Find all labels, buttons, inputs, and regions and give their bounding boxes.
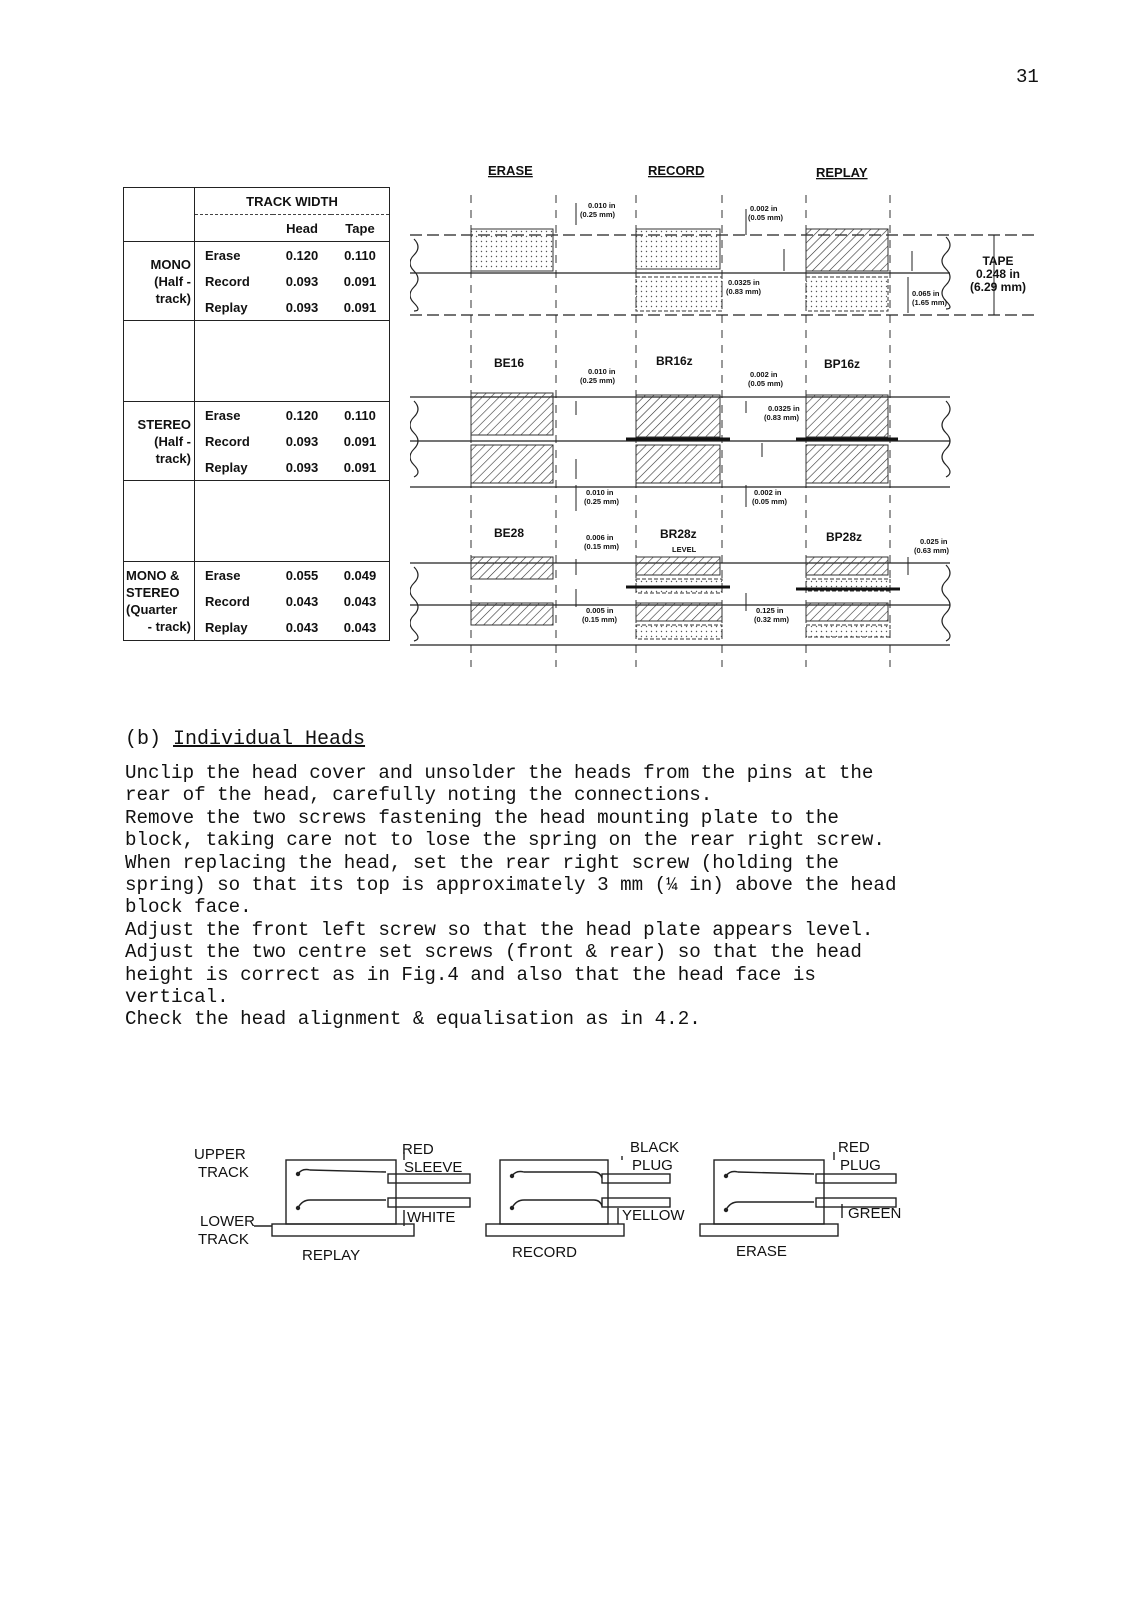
plug-label: PLUG xyxy=(632,1157,673,1174)
dim-165-mm: (1.65 mm) xyxy=(912,298,948,307)
dim-015-mm: (0.15 mm) xyxy=(584,542,620,551)
section-heading: (b) Individual Heads xyxy=(125,728,366,751)
text-line: height is correct as in Fig.4 and also that the head face is xyxy=(125,963,816,986)
record-label: RECORD xyxy=(512,1244,578,1261)
dim-005-mm: (0.05 mm) xyxy=(748,379,784,388)
group-label-mono: MONO (Half - track) xyxy=(124,242,195,321)
dim-025-mm: (0.25 mm) xyxy=(580,376,616,385)
text-line: Check the head alignment & equalisation as in 4.2. xyxy=(125,1008,701,1031)
dim-015-mm: (0.15 mm) xyxy=(582,615,618,624)
text-line: block face. xyxy=(125,896,252,919)
upper-track-label: TRACK xyxy=(198,1164,249,1181)
dim-025-mm: (0.25 mm) xyxy=(580,210,616,219)
plug2-label: PLUG xyxy=(840,1157,881,1174)
erase-label: ERASE xyxy=(736,1243,787,1260)
instructions-text xyxy=(125,762,1085,1031)
head-be28: BE28 xyxy=(494,526,525,540)
head-bp16z: BP16z xyxy=(824,357,861,371)
col-head-label: Head xyxy=(273,215,331,242)
col-tape-label: Tape xyxy=(331,215,390,242)
head-br28z: BR28z xyxy=(660,527,697,541)
section-title: Individual Heads xyxy=(173,728,366,751)
col-erase-label: ERASE xyxy=(488,163,533,178)
lower-label: LOWER xyxy=(200,1213,256,1230)
head-bp28z: BP28z xyxy=(826,530,863,544)
head-position-diagram xyxy=(410,155,1040,675)
head-br16z: BR16z xyxy=(656,354,693,368)
tape-width-in: 0.248 in xyxy=(975,267,1021,281)
dim-025-mm: (0.25 mm) xyxy=(584,497,620,506)
upper-label: UPPER xyxy=(194,1146,246,1163)
text-line: block, taking care not to lose the spring on the rear right screw. xyxy=(125,829,885,852)
text-line: Remove the two screws fastening the head mounting plate to the xyxy=(125,806,839,829)
yellow-label: YELLOW xyxy=(622,1207,685,1224)
dim-0025-in: 0.025 in xyxy=(920,537,948,546)
table-row: Replay 0.043 0.043 xyxy=(124,614,390,641)
dim-0006-in: 0.006 in xyxy=(586,533,614,542)
dim-005-mm: (0.05 mm) xyxy=(748,213,784,222)
table-row: MONO (Half - track) Erase 0.120 0.110 xyxy=(124,242,390,269)
head-wiring-diagram xyxy=(190,1130,950,1270)
dim-0065-in: 0.065 in xyxy=(912,289,940,298)
dim-005-mm: (0.05 mm) xyxy=(752,497,788,506)
dim-032-mm: (0.32 mm) xyxy=(754,615,790,624)
text-line: vertical. xyxy=(125,986,229,1009)
dim-00325-in: 0.0325 in xyxy=(728,278,760,287)
table-row: Replay 0.093 0.091 xyxy=(124,454,390,481)
track-width-table xyxy=(123,187,390,641)
text-line: spring) so that its top is approximately 3 mm (¼ in) above the head xyxy=(125,874,897,897)
dim-0002-in: 0.002 in xyxy=(750,204,778,213)
col-replay-label: REPLAY xyxy=(816,165,868,180)
tape-label: TAPE xyxy=(982,254,1014,268)
replay-label: REPLAY xyxy=(302,1247,361,1264)
dim-0010-in: 0.010 in xyxy=(588,367,616,376)
text-line: rear of the head, carefully noting the connections. xyxy=(125,784,713,807)
group-label-quarter: MONO & STEREO (Quarter - track) xyxy=(124,562,195,641)
text-line: Adjust the two centre set screws (front & rear) so that the head xyxy=(125,941,862,964)
dim-063-mm: (0.63 mm) xyxy=(914,546,950,555)
table-row: STEREO (Half - track) Erase 0.120 0.110 xyxy=(124,402,390,429)
table-row: Record 0.093 0.091 xyxy=(124,268,390,294)
green-label: GREEN xyxy=(848,1205,902,1222)
tape-width-mm: (6.29 mm) xyxy=(969,280,1027,294)
table-row: MONO & STEREO (Quarter - track) Erase 0.055 0.049 xyxy=(124,562,390,589)
table-row: Replay 0.093 0.091 xyxy=(124,294,390,321)
red-label: RED xyxy=(402,1141,434,1158)
sleeve-label: SLEEVE xyxy=(404,1159,463,1176)
table-row: Record 0.093 0.091 xyxy=(124,428,390,454)
dim-0125-in: 0.125 in xyxy=(756,606,784,615)
black-label: BLACK xyxy=(630,1139,680,1156)
dim-00325-in: 0.0325 in xyxy=(768,404,800,413)
page-number: 31 xyxy=(1016,66,1039,88)
dim-0010-in: 0.010 in xyxy=(588,201,616,210)
dim-083-mm: (0.83 mm) xyxy=(726,287,762,296)
dim-0010-in: 0.010 in xyxy=(586,488,614,497)
lower-track-label: TRACK xyxy=(198,1231,249,1248)
table-row: Record 0.043 0.043 xyxy=(124,588,390,614)
dim-083-mm: (0.83 mm) xyxy=(764,413,800,422)
dim-0002-in: 0.002 in xyxy=(754,488,782,497)
text-line: Unclip the head cover and unsolder the heads from the pins at the xyxy=(125,762,874,784)
text-line: Adjust the front left screw so that the head plate appears level. xyxy=(125,918,874,941)
dim-0002-in: 0.002 in xyxy=(750,370,778,379)
group-label-stereo: STEREO (Half - track) xyxy=(124,402,195,481)
dim-0005-in: 0.005 in xyxy=(586,606,614,615)
text-line: When replacing the head, set the rear right screw (holding the xyxy=(125,851,839,874)
level-label: LEVEL xyxy=(672,545,697,554)
white-label: WHITE xyxy=(407,1209,456,1226)
head-be16: BE16 xyxy=(494,356,525,370)
red-plug-label: RED xyxy=(838,1139,870,1156)
col-record-label: RECORD xyxy=(648,163,705,178)
table-title: TRACK WIDTH xyxy=(195,188,390,215)
